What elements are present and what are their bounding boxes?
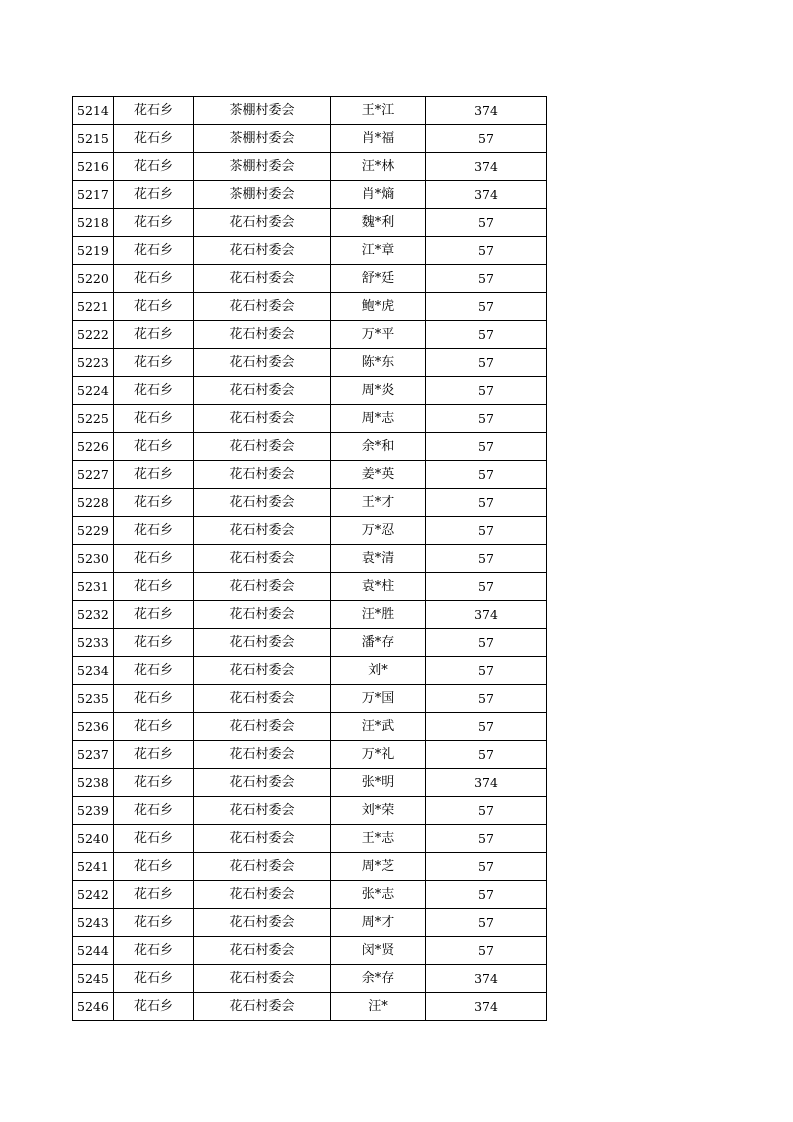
table-row <box>73 433 547 461</box>
township-cell: 花石乡 <box>114 181 194 209</box>
name-cell: 周*志 <box>331 405 426 433</box>
record-id-cell: 5215 <box>73 125 114 153</box>
township-cell: 花石乡 <box>114 601 194 629</box>
amount-cell: 57 <box>426 545 547 573</box>
name-cell: 姜*英 <box>331 461 426 489</box>
village-committee-cell: 花石村委会 <box>194 517 331 545</box>
village-committee-cell: 花石村委会 <box>194 853 331 881</box>
village-committee-cell: 花石村委会 <box>194 433 331 461</box>
township-cell: 花石乡 <box>114 993 194 1021</box>
village-committee-cell: 花石村委会 <box>194 769 331 797</box>
township-cell: 花石乡 <box>114 853 194 881</box>
table-row <box>73 125 547 153</box>
name-cell: 汪*武 <box>331 713 426 741</box>
name-cell: 汪*林 <box>331 153 426 181</box>
township-cell: 花石乡 <box>114 657 194 685</box>
village-committee-cell: 花石村委会 <box>194 573 331 601</box>
name-cell: 张*明 <box>331 769 426 797</box>
name-cell: 刘*荣 <box>331 797 426 825</box>
table-row <box>73 545 547 573</box>
table-row <box>73 349 547 377</box>
village-committee-cell: 花石村委会 <box>194 209 331 237</box>
amount-cell: 374 <box>426 601 547 629</box>
record-id-cell: 5232 <box>73 601 114 629</box>
name-cell: 万*国 <box>331 685 426 713</box>
table-row <box>73 657 547 685</box>
village-committee-cell: 茶棚村委会 <box>194 153 331 181</box>
township-cell: 花石乡 <box>114 769 194 797</box>
village-committee-cell: 花石村委会 <box>194 657 331 685</box>
name-cell: 张*志 <box>331 881 426 909</box>
amount-cell: 57 <box>426 209 547 237</box>
township-cell: 花石乡 <box>114 321 194 349</box>
name-cell: 舒*廷 <box>331 265 426 293</box>
amount-cell: 57 <box>426 377 547 405</box>
village-committee-cell: 花石村委会 <box>194 993 331 1021</box>
amount-cell: 57 <box>426 265 547 293</box>
record-id-cell: 5219 <box>73 237 114 265</box>
record-id-cell: 5236 <box>73 713 114 741</box>
township-cell: 花石乡 <box>114 965 194 993</box>
table-row <box>73 797 547 825</box>
table-row <box>73 153 547 181</box>
table-row <box>73 601 547 629</box>
record-id-cell: 5246 <box>73 993 114 1021</box>
table-row <box>73 321 547 349</box>
amount-cell: 57 <box>426 461 547 489</box>
township-cell: 花石乡 <box>114 461 194 489</box>
table-row <box>73 713 547 741</box>
village-committee-cell: 花石村委会 <box>194 461 331 489</box>
record-id-cell: 5244 <box>73 937 114 965</box>
township-cell: 花石乡 <box>114 377 194 405</box>
record-id-cell: 5242 <box>73 881 114 909</box>
name-cell: 陈*东 <box>331 349 426 377</box>
village-committee-cell: 花石村委会 <box>194 909 331 937</box>
village-committee-cell: 花石村委会 <box>194 489 331 517</box>
record-id-cell: 5230 <box>73 545 114 573</box>
record-id-cell: 5217 <box>73 181 114 209</box>
record-id-cell: 5222 <box>73 321 114 349</box>
record-id-cell: 5220 <box>73 265 114 293</box>
name-cell: 王*江 <box>331 97 426 125</box>
township-cell: 花石乡 <box>114 545 194 573</box>
village-committee-cell: 花石村委会 <box>194 601 331 629</box>
record-id-cell: 5228 <box>73 489 114 517</box>
table-row <box>73 853 547 881</box>
amount-cell: 57 <box>426 629 547 657</box>
village-committee-cell: 花石村委会 <box>194 265 331 293</box>
name-cell: 江*章 <box>331 237 426 265</box>
amount-cell: 57 <box>426 881 547 909</box>
records-body <box>73 97 547 1021</box>
record-id-cell: 5221 <box>73 293 114 321</box>
amount-cell: 57 <box>426 685 547 713</box>
amount-cell: 57 <box>426 517 547 545</box>
name-cell: 万*礼 <box>331 741 426 769</box>
record-id-cell: 5226 <box>73 433 114 461</box>
township-cell: 花石乡 <box>114 797 194 825</box>
table-row <box>73 97 547 125</box>
village-committee-cell: 花石村委会 <box>194 629 331 657</box>
amount-cell: 374 <box>426 769 547 797</box>
name-cell: 周*炎 <box>331 377 426 405</box>
name-cell: 肖*福 <box>331 125 426 153</box>
village-committee-cell: 花石村委会 <box>194 377 331 405</box>
village-committee-cell: 花石村委会 <box>194 293 331 321</box>
table-row <box>73 209 547 237</box>
township-cell: 花石乡 <box>114 713 194 741</box>
record-id-cell: 5218 <box>73 209 114 237</box>
amount-cell: 374 <box>426 965 547 993</box>
township-cell: 花石乡 <box>114 405 194 433</box>
table-row <box>73 881 547 909</box>
name-cell: 闵*贤 <box>331 937 426 965</box>
name-cell: 袁*柱 <box>331 573 426 601</box>
amount-cell: 57 <box>426 321 547 349</box>
village-committee-cell: 花石村委会 <box>194 349 331 377</box>
township-cell: 花石乡 <box>114 489 194 517</box>
record-id-cell: 5233 <box>73 629 114 657</box>
township-cell: 花石乡 <box>114 517 194 545</box>
amount-cell: 57 <box>426 825 547 853</box>
township-cell: 花石乡 <box>114 293 194 321</box>
record-id-cell: 5243 <box>73 909 114 937</box>
table-row <box>73 573 547 601</box>
name-cell: 潘*存 <box>331 629 426 657</box>
name-cell: 周*才 <box>331 909 426 937</box>
record-id-cell: 5229 <box>73 517 114 545</box>
name-cell: 周*芝 <box>331 853 426 881</box>
table-row <box>73 993 547 1021</box>
township-cell: 花石乡 <box>114 741 194 769</box>
name-cell: 余*和 <box>331 433 426 461</box>
amount-cell: 57 <box>426 573 547 601</box>
record-id-cell: 5224 <box>73 377 114 405</box>
table-row <box>73 293 547 321</box>
name-cell: 汪*胜 <box>331 601 426 629</box>
township-cell: 花石乡 <box>114 97 194 125</box>
village-committee-cell: 花石村委会 <box>194 741 331 769</box>
township-cell: 花石乡 <box>114 825 194 853</box>
amount-cell: 57 <box>426 489 547 517</box>
table-row <box>73 265 547 293</box>
village-committee-cell: 花石村委会 <box>194 713 331 741</box>
amount-cell: 57 <box>426 293 547 321</box>
table-row <box>73 825 547 853</box>
name-cell: 王*志 <box>331 825 426 853</box>
village-committee-cell: 花石村委会 <box>194 321 331 349</box>
township-cell: 花石乡 <box>114 881 194 909</box>
record-id-cell: 5235 <box>73 685 114 713</box>
name-cell: 汪* <box>331 993 426 1021</box>
village-committee-cell: 花石村委会 <box>194 545 331 573</box>
amount-cell: 57 <box>426 853 547 881</box>
amount-cell: 374 <box>426 181 547 209</box>
record-id-cell: 5223 <box>73 349 114 377</box>
township-cell: 花石乡 <box>114 125 194 153</box>
records-table <box>72 96 547 1021</box>
amount-cell: 57 <box>426 657 547 685</box>
name-cell: 万*忍 <box>331 517 426 545</box>
table-row <box>73 489 547 517</box>
village-committee-cell: 花石村委会 <box>194 965 331 993</box>
amount-cell: 57 <box>426 237 547 265</box>
village-committee-cell: 花石村委会 <box>194 825 331 853</box>
table-row <box>73 937 547 965</box>
table-row <box>73 685 547 713</box>
township-cell: 花石乡 <box>114 909 194 937</box>
amount-cell: 57 <box>426 937 547 965</box>
village-committee-cell: 花石村委会 <box>194 405 331 433</box>
amount-cell: 57 <box>426 349 547 377</box>
village-committee-cell: 茶棚村委会 <box>194 181 331 209</box>
name-cell: 余*存 <box>331 965 426 993</box>
table-row <box>73 965 547 993</box>
township-cell: 花石乡 <box>114 685 194 713</box>
table-row <box>73 237 547 265</box>
name-cell: 刘* <box>331 657 426 685</box>
amount-cell: 374 <box>426 97 547 125</box>
name-cell: 鲍*虎 <box>331 293 426 321</box>
record-id-cell: 5238 <box>73 769 114 797</box>
record-id-cell: 5234 <box>73 657 114 685</box>
record-id-cell: 5245 <box>73 965 114 993</box>
village-committee-cell: 花石村委会 <box>194 237 331 265</box>
amount-cell: 374 <box>426 153 547 181</box>
table-row <box>73 769 547 797</box>
name-cell: 肖*熵 <box>331 181 426 209</box>
township-cell: 花石乡 <box>114 153 194 181</box>
record-id-cell: 5216 <box>73 153 114 181</box>
township-cell: 花石乡 <box>114 265 194 293</box>
amount-cell: 57 <box>426 405 547 433</box>
table-row <box>73 741 547 769</box>
village-committee-cell: 茶棚村委会 <box>194 125 331 153</box>
amount-cell: 57 <box>426 125 547 153</box>
table-row <box>73 405 547 433</box>
record-id-cell: 5214 <box>73 97 114 125</box>
township-cell: 花石乡 <box>114 573 194 601</box>
record-id-cell: 5241 <box>73 853 114 881</box>
record-id-cell: 5231 <box>73 573 114 601</box>
village-committee-cell: 花石村委会 <box>194 797 331 825</box>
village-committee-cell: 茶棚村委会 <box>194 97 331 125</box>
record-id-cell: 5227 <box>73 461 114 489</box>
name-cell: 王*才 <box>331 489 426 517</box>
name-cell: 万*平 <box>331 321 426 349</box>
village-committee-cell: 花石村委会 <box>194 685 331 713</box>
village-committee-cell: 花石村委会 <box>194 937 331 965</box>
amount-cell: 57 <box>426 797 547 825</box>
amount-cell: 57 <box>426 433 547 461</box>
amount-cell: 57 <box>426 909 547 937</box>
record-id-cell: 5240 <box>73 825 114 853</box>
table-row <box>73 517 547 545</box>
village-committee-cell: 花石村委会 <box>194 881 331 909</box>
record-id-cell: 5239 <box>73 797 114 825</box>
record-id-cell: 5237 <box>73 741 114 769</box>
amount-cell: 374 <box>426 993 547 1021</box>
township-cell: 花石乡 <box>114 937 194 965</box>
township-cell: 花石乡 <box>114 349 194 377</box>
township-cell: 花石乡 <box>114 629 194 657</box>
township-cell: 花石乡 <box>114 237 194 265</box>
township-cell: 花石乡 <box>114 209 194 237</box>
name-cell: 袁*清 <box>331 545 426 573</box>
table-row <box>73 461 547 489</box>
amount-cell: 57 <box>426 741 547 769</box>
table-row <box>73 629 547 657</box>
amount-cell: 57 <box>426 713 547 741</box>
name-cell: 魏*利 <box>331 209 426 237</box>
record-id-cell: 5225 <box>73 405 114 433</box>
table-row <box>73 909 547 937</box>
table-row <box>73 377 547 405</box>
table-row <box>73 181 547 209</box>
township-cell: 花石乡 <box>114 433 194 461</box>
